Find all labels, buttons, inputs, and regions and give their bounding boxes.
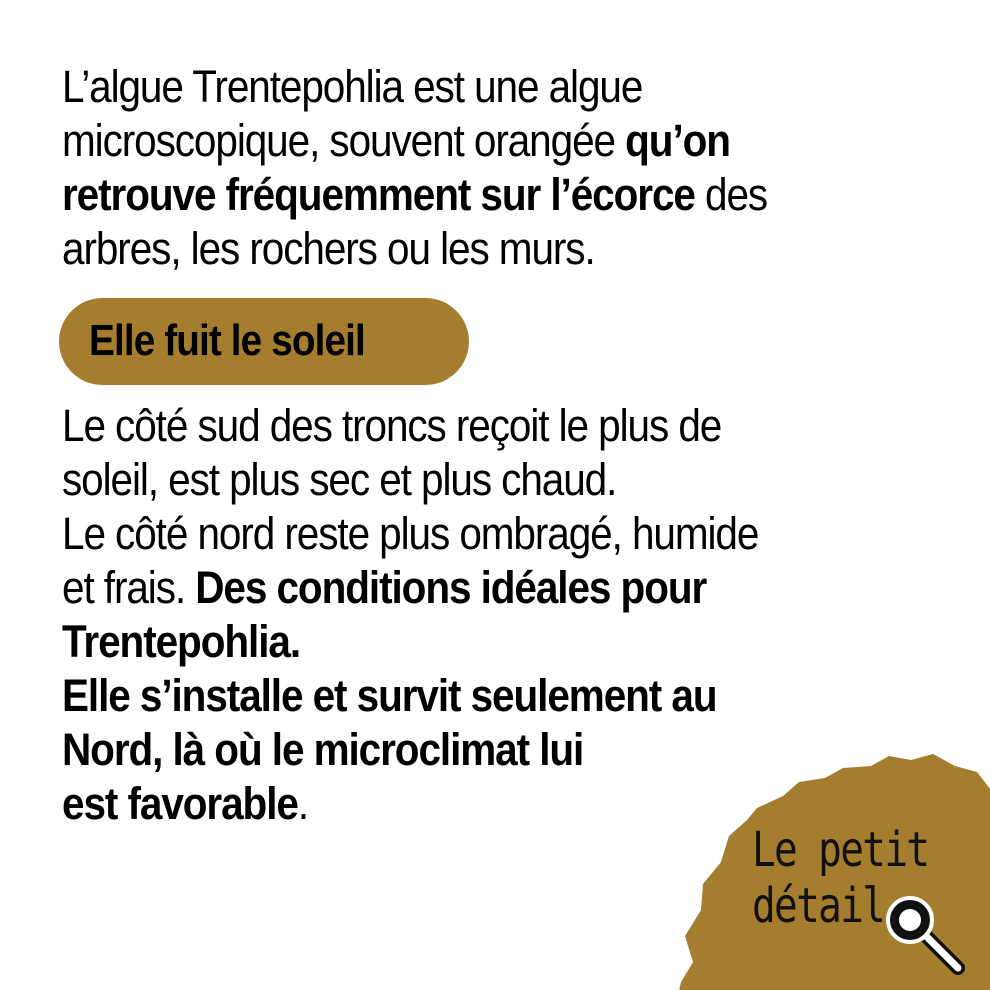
intro-line-4: arbres, les rochers ou les murs. — [62, 223, 595, 274]
intro-line-3: des — [694, 169, 768, 220]
intro-line-1: L’algue Trentepohlia est une algue — [62, 61, 643, 112]
body-line-4: et frais. — [62, 562, 196, 613]
intro-emphasis-2: retrouve fréquemment sur l’écorce — [62, 169, 695, 220]
logo-line-1: Le petit — [752, 822, 929, 878]
body-line-3: Le côté nord reste plus ombragé, humide — [62, 508, 759, 559]
section-heading: Elle fuit le soleil — [89, 316, 365, 365]
body-period: . — [297, 778, 309, 829]
intro-line-2: microscopique, souvent orangée — [62, 115, 626, 166]
body-line-2: soleil, est plus sec et plus chaud. — [62, 454, 617, 505]
section-heading-pill — [59, 298, 469, 385]
body-emphasis-5: est favorable — [62, 778, 298, 829]
body-paragraph — [62, 399, 758, 831]
intro-emphasis-1: qu’on — [625, 115, 730, 166]
body-emphasis-4: Nord, là où le microclimat lui — [62, 724, 584, 775]
logo-line-2: détail — [752, 878, 885, 934]
magnifier-icon — [880, 890, 970, 980]
body-line-1: Le côté sud des troncs reçoit le plus de — [62, 400, 722, 451]
body-emphasis-2: Trentepohlia. — [62, 616, 301, 667]
body-emphasis-1: Des conditions idéales pour — [195, 562, 707, 613]
intro-paragraph — [62, 60, 767, 276]
body-emphasis-3: Elle s’installe et survit seulement au — [62, 670, 717, 721]
